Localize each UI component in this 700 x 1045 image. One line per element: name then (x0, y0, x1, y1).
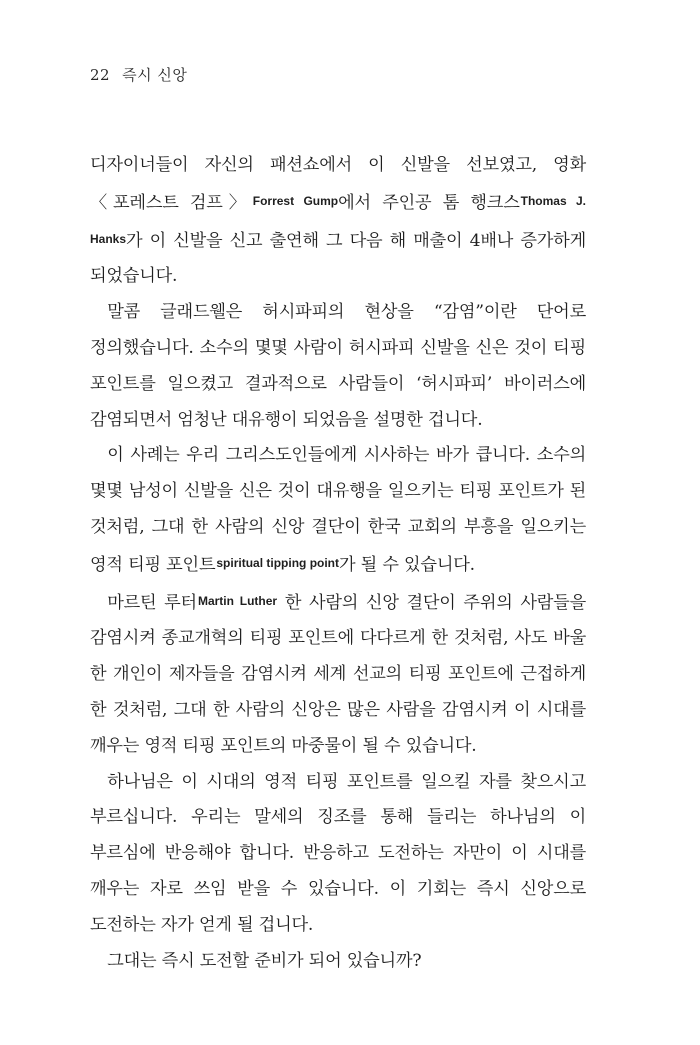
text-segment: 한 사람의 신앙 결단이 주위의 사람들을 감염시켜 종교개혁의 티핑 포인트에 다다르게 한 것처럼, 사도 바울 한 개인이 제자들을 감염시켜 세계 선교의 티핑 포인트에 근접하게 한 것처럼, 그대 한 사람의 신앙은 많은 사람을 감염시켜 이 시대를 깨우는 영적 티핑 포인트의 마중물이 될 수 있습니다. (90, 592, 586, 756)
english-gloss: Martin Luther (197, 593, 278, 608)
paragraph-6 (90, 944, 586, 980)
text-segment: 말콤 글래드웰은 허시파피의 현상을 “감염”이란 단어로 정의했습니다. 소수의 몇몇 사람이 허시파피 신발을 신은 것이 티핑 포인트를 일으켰고 결과적으로 사람들이 ‘허시파피’ 바이러스에 감염되면서 엄청난 대유행이 되었음을 설명한 겁니다. (90, 302, 586, 430)
page-number: 22 (90, 66, 111, 84)
paragraph-4 (90, 584, 586, 765)
text-segment: 그대는 즉시 도전할 준비가 되어 있습니까? (107, 950, 422, 971)
paragraph-1 (90, 148, 586, 295)
text-segment: 에서 주인공 톰 행크스 (338, 192, 520, 213)
paragraph-5 (90, 765, 586, 944)
paragraph-2 (90, 295, 586, 438)
english-gloss: spiritual tipping point (216, 555, 340, 570)
english-gloss: Forrest Gump (252, 193, 339, 208)
text-segment: 디자이너들이 자신의 패션쇼에서 이 신발을 선보였고, 영화 〈포레스트 검프〉 (90, 155, 586, 213)
paragraph-3 (90, 438, 586, 583)
running-header (90, 64, 187, 85)
text-segment: 하나님은 이 시대의 영적 티핑 포인트를 일으킬 자를 찾으시고 부르십니다. 우리는 말세의 징조를 통해 들리는 하나님의 이 부르심에 반응해야 합니다. 반응하고 도전하는 자만이 이 시대를 깨우는 자로 쓰임 받을 수 있습니다. 이 기회는 즉시 신앙으로 도전하는 자가 얻게 될 겁니다. (90, 771, 586, 935)
english-gloss: Thomas J. Hanks (90, 193, 586, 246)
text-segment: 마르틴 루터 (107, 592, 197, 613)
text-segment: 이 사례는 우리 그리스도인들에게 시사하는 바가 큽니다. 소수의 몇몇 남성이 신발을 신은 것이 대유행을 일으키는 티핑 포인트가 된 것처럼, 그대 한 사람의 신앙 결단이 한국 교회의 부흥을 일으키는 영적 티핑 포인트 (90, 445, 586, 575)
text-segment: 가 될 수 있습니다. (339, 554, 475, 575)
text-segment: 가 이 신발을 신고 출연해 그 다음 해 매출이 4배나 증가하게 되었습니다. (90, 230, 586, 287)
running-title: 즉시 신앙 (122, 66, 188, 84)
body-text (90, 148, 586, 979)
